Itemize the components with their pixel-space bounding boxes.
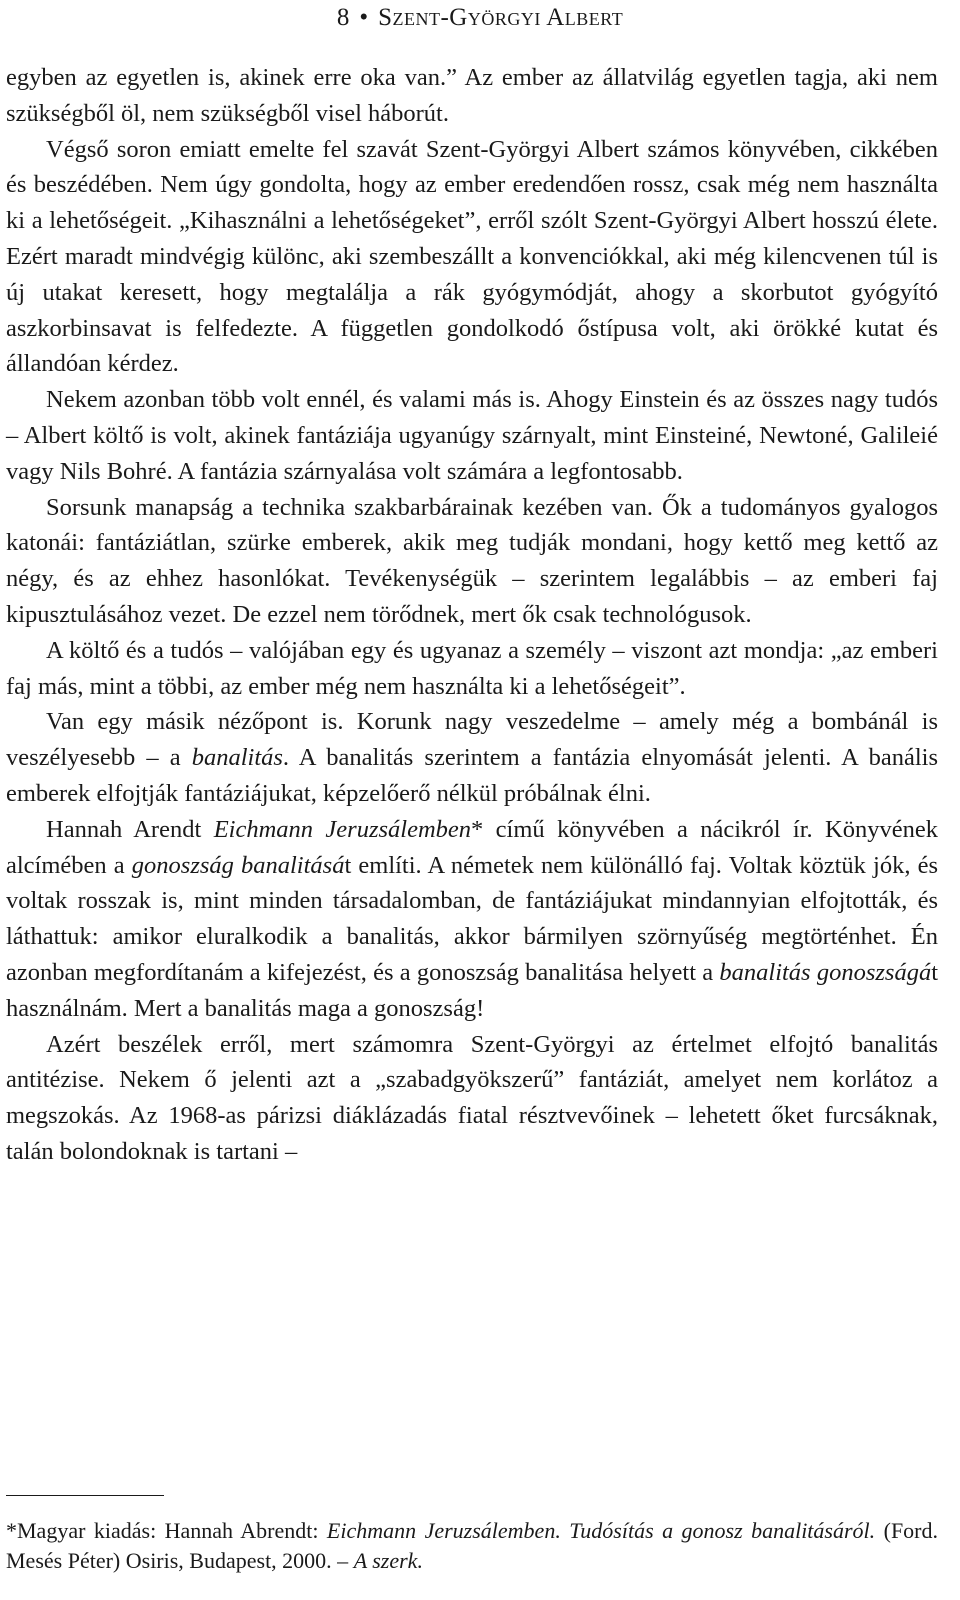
paragraph	[6, 60, 938, 132]
paragraph	[6, 704, 938, 811]
text-run: t említi. A németek nem különálló faj. Voltak köztük jók, és voltak rosszak is, mint minden társadalomban, de fantáziájukat mindannyian elfojtották, és láthattuk: amikor eluralkodik a banalitás, akkor bármilyen szörnyűség megtörténhet. Én azonban megfordítanám a kifejezést, és a gonoszság banalitása helyett a	[6, 851, 938, 986]
text-run: Végső soron emiatt emelte fel szavát Szent-Györgyi Albert számos könyvében, cikkében és beszédében. Nem úgy gondolta, hogy az ember eredendően rossz, csak még nem használta ki a lehetőségeit. „Kihasználni a lehetőségeket”, erről szólt Szent-Györgyi Albert hosszú élete. Ezért maradt mindvégig különc, aki szembeszállt a konvenciókkal, aki még kilencvenen túl is új utakat keresett, hogy megtalálja a rák gyógymódját, ahogy a skorbutot gyógyító aszkorbinsavat is felfedezte. A független gondolkodó őstípusa volt, aki örökké kutat és állandóan kérdez.	[6, 135, 938, 378]
paragraph	[6, 490, 938, 633]
italic-text-run: banalitás	[191, 744, 283, 772]
italic-text-run: banalitás gonoszságá	[719, 958, 932, 986]
text-run: Nekem azonban több volt ennél, és valami más is. Ahogy Einstein és az összes nagy tudós – Albert költő is volt, akinek fantáziája ugyanúgy szárnyalt, mint Einsteiné, Newtoné, Galileié vagy Nils Bohré. A fantázia szárnyalása volt számára a legfontosabb.	[6, 386, 938, 485]
text-run: egyben az egyetlen is, akinek erre oka van.” Az ember az állatvilág egyetlen tagja, aki nem szükségből öl, nem szükségből visel háborút.	[6, 64, 938, 127]
body-text	[6, 60, 938, 1170]
text-run: t használnám. Mert a banalitás maga a gonoszság!	[6, 958, 939, 1022]
italic-text-run: Eichmann Jeruzsálemben	[213, 815, 472, 843]
text-run: A költő és a tudós – valójában egy és ugyanaz a személy – viszont azt mondja: „az emberi faj más, mint a többi, az ember még nem használta ki a lehetőségeit”.	[6, 636, 938, 700]
text-run: Hannah Arendt	[46, 815, 214, 843]
text-run: *Magyar kiadás: Hannah Abrendt:	[6, 1518, 327, 1543]
running-head	[0, 2, 960, 34]
bullet-separator: •	[359, 4, 369, 31]
footnote-rule	[6, 1495, 164, 1496]
paragraph	[6, 132, 938, 383]
text-run: Van egy másik nézőpont is. Korunk nagy veszedelme – amely még a bombánál is veszélyesebb – a	[6, 708, 938, 772]
page-number: 8	[336, 4, 350, 31]
italic-text-run: A szerk.	[353, 1548, 423, 1573]
italic-text-run: Eichmann Jeruzsálemben. Tudósítás a gonosz banalitásáról.	[326, 1518, 876, 1543]
text-run: (Ford. Mesés Péter) Osiris, Budapest, 2000. –	[6, 1518, 939, 1573]
footnote	[6, 1516, 938, 1576]
text-run: Sorsunk manapság a technika szakbarbárainak kezében van. Ők a tudományos gyalogos katonái: fantáziátlan, szürke emberek, akik meg tudják mondani, hogy kettő meg kettő az négy, és az ehhez hasonlókat. Tevékenységük – szerintem legalábbis – az emberi faj kipusztulásához vezet. De ezzel nem törődnek, mert ők csak technológusok.	[6, 493, 938, 628]
paragraph	[6, 1027, 938, 1170]
text-run: Azért beszélek erről, mert számomra Szent-Györgyi az értelmet elfojtó banalitás antitézise. Nekem ő jelenti azt a „szabadgyökszerű” fantáziát, amelyet nem korlátoz a megszokás. Az 1968-as párizsi diáklázadás fiatal résztvevőinek – lehetett őket furcsáknak, talán bolondoknak is tartani –	[6, 1030, 938, 1165]
paragraph	[6, 382, 938, 489]
text-run: * című könyvében a nácikról ír. Könyvének alcímében a	[6, 815, 938, 879]
running-head-title: Szent-Györgyi Albert	[378, 4, 624, 31]
paragraph	[6, 633, 938, 705]
italic-text-run: gonoszság banalitásá	[131, 851, 345, 879]
text-run: . A banalitás szerintem a fantázia elnyomását jelenti. A banális emberek elfojtják fantáziájukat, képzelőerő nélkül próbálnak élni.	[6, 744, 939, 807]
paragraph	[6, 812, 938, 1027]
